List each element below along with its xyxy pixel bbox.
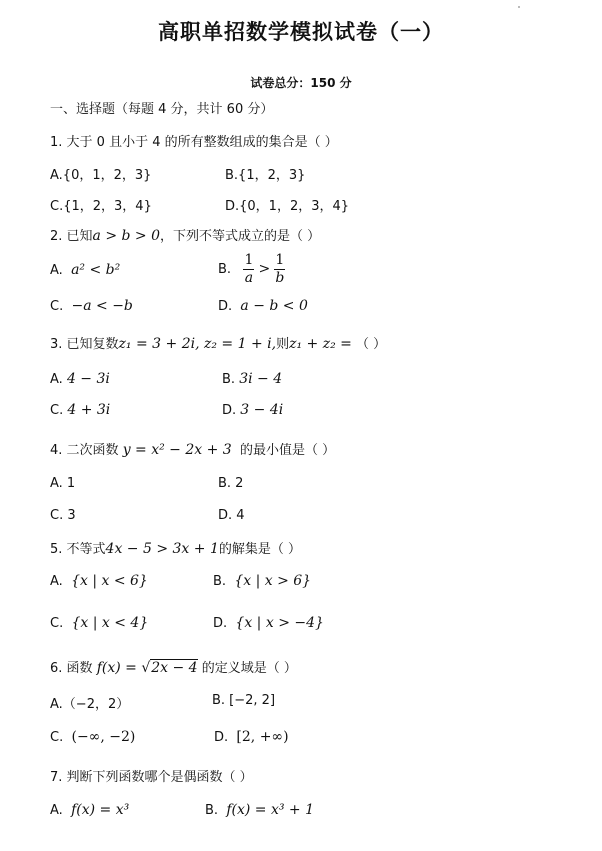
option-expression: f(x) = x³ + 1 (226, 802, 315, 818)
question-6-option-d (214, 729, 289, 745)
option-label: C. (50, 730, 64, 745)
question-4-option-d: D. 4 (218, 508, 245, 523)
option-expression: 4 − 3i (66, 371, 110, 387)
question-1-option-c: C.{1，2，3，4} (50, 199, 152, 214)
question-6-option-c (50, 729, 135, 745)
option-label: A. (50, 263, 63, 278)
option-label: B. (218, 262, 232, 277)
question-3-option-d (222, 402, 283, 418)
question-5-expression: 4x − 5 > 3x + 1 (105, 541, 219, 557)
fraction-1-over-a (243, 252, 254, 287)
question-4-expression: y = x² − 2x + 3 (122, 442, 232, 458)
question-2-option-d (218, 298, 308, 314)
question-3-option-b (222, 371, 282, 387)
question-3-prefix: 3. 已知复数 (50, 337, 119, 352)
question-6-stem (50, 657, 297, 676)
question-2-suffix: ，下列不等式成立的是（ ） (160, 229, 321, 244)
option-expression: [2, +∞) (236, 729, 289, 745)
option-label: C. (50, 403, 64, 418)
option-label: B. (205, 803, 219, 818)
question-4-stem (50, 439, 335, 458)
question-1-option-d: D.{0，1，2，3，4} (225, 199, 350, 214)
question-6-prefix: 6. 函数 (50, 661, 93, 676)
scan-dot (518, 6, 520, 8)
question-7-stem: 7. 判断下列函数哪个是偶函数（ ） (50, 770, 253, 785)
option-expression: f(x) = x³ (71, 802, 130, 818)
question-6-suffix: 的定义域是（ ） (201, 661, 297, 676)
option-expression: (−∞, −2) (71, 729, 136, 745)
question-4-option-a: A. 1 (50, 476, 76, 491)
question-3-then: 则 (276, 337, 290, 352)
option-label: D. (214, 730, 229, 745)
question-7-option-a (50, 802, 129, 818)
question-5-option-c (50, 615, 148, 631)
option-expression: a² < b² (71, 262, 121, 278)
option-expression: {x | x < 4} (71, 615, 149, 631)
question-4-option-c: C. 3 (50, 508, 76, 523)
question-4-prefix: 4. 二次函数 (50, 443, 119, 458)
question-7-option-b (205, 802, 314, 818)
option-label: D. (218, 299, 233, 314)
question-3-suffix: （ ） (356, 337, 387, 352)
option-label: B. (213, 574, 227, 589)
question-6-option-b: B. [−2, 2] (212, 693, 276, 708)
option-expression: 4 + 3i (67, 402, 111, 418)
option-expression: a − b < 0 (240, 298, 308, 314)
option-label: A. (50, 803, 63, 818)
question-3-expression: z₁ = 3 + 2i, z₂ = 1 + i, (118, 336, 277, 352)
section-heading: 一、选择题（每题 4 分，共计 60 分） (50, 102, 274, 117)
fraction-numerator: 1 (244, 252, 254, 268)
total-score: 试卷总分：150 分 (250, 76, 352, 90)
question-5-prefix: 5. 不等式 (50, 542, 106, 557)
question-4-suffix: 的最小值是（ ） (239, 443, 336, 458)
option-expression: {x | x > 6} (234, 573, 312, 589)
question-3-option-c (50, 402, 110, 418)
question-5-option-b (213, 573, 311, 589)
question-1-option-b: B.{1，2，3} (225, 168, 306, 183)
question-5-option-d (213, 615, 324, 631)
question-2-condition: a > b > 0 (92, 228, 161, 244)
option-expression: 3 − 4i (240, 402, 284, 418)
greater-than-sign: > (258, 261, 271, 277)
question-2-option-c (50, 298, 133, 314)
option-expression: −a < −b (71, 298, 133, 314)
page-title: 高职单招数学模拟试卷（一） (158, 20, 444, 44)
question-1-stem: 1. 大于 0 且小于 4 的所有整数组成的集合是（ ） (50, 135, 338, 150)
fraction-1-over-b (274, 252, 285, 287)
question-6-radicand: 2x − 4 (151, 660, 198, 676)
question-5-suffix: 的解集是（ ） (218, 542, 301, 557)
question-2-option-b (218, 252, 285, 287)
question-5-stem (50, 538, 301, 557)
question-2-stem (50, 225, 320, 244)
question-5-option-a (50, 573, 148, 589)
option-label: D. (213, 616, 228, 631)
option-label: B. (222, 372, 236, 387)
fraction-denominator: b (275, 270, 285, 286)
question-6-function: f(x) = √ (96, 660, 151, 676)
question-1-option-a: A.{0，1，2，3} (50, 168, 152, 183)
option-label: D. (222, 403, 237, 418)
option-expression: {x | x < 6} (71, 573, 148, 589)
fraction-numerator: 1 (275, 252, 285, 268)
option-label: A. (50, 372, 63, 387)
option-expression: 3i − 4 (239, 371, 283, 387)
question-6-option-a: A.（−2，2） (50, 697, 130, 712)
question-3-option-a (50, 371, 110, 387)
option-label: C. (50, 299, 64, 314)
question-4-option-b: B. 2 (218, 476, 244, 491)
question-3-sum: z₁ + z₂ = (289, 336, 352, 352)
option-label: C. (50, 616, 64, 631)
question-2-prefix: 2. 已知 (50, 229, 93, 244)
question-2-option-a (50, 262, 120, 278)
fraction-denominator: a (244, 270, 254, 286)
option-label: A. (50, 574, 63, 589)
option-expression: {x | x > −4} (235, 615, 324, 631)
question-3-stem (50, 333, 386, 352)
